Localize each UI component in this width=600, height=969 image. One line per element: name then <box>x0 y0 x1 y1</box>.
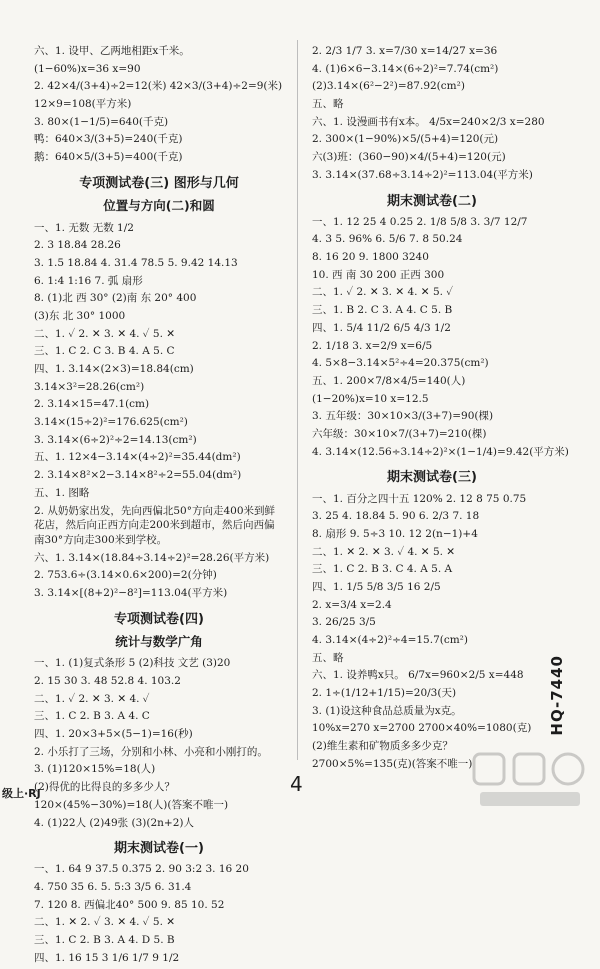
answer-line: (2)得优的比得良的多多少人？ <box>34 781 175 794</box>
answer-line: (3)东 北 30° 1000 <box>34 309 126 322</box>
answer-line: 2700×5%=135(克)(答案不唯一) <box>312 757 473 770</box>
answer-line: 三、1. B 2. C 3. A 4. C 5. B <box>312 304 453 317</box>
answer-line: 三、1. C 2. C 3. B 4. A 5. C <box>34 345 175 358</box>
answer-line: 五、1. 图略 <box>34 486 90 499</box>
answer-line: 3. 3.14×(6÷2)²÷2=14.13(cm²) <box>34 433 197 446</box>
answer-line: (2)维生素和矿物质多多少克？ <box>312 740 453 753</box>
answer-line: 3.14×(15÷2)²=176.625(cm²) <box>34 416 188 429</box>
answer-line: 2. 2/3 1/7 3. x=7/30 x=14/27 x=36 <box>312 45 498 57</box>
answer-line: 2. 3.14×8²×2−3.14×8²÷2=55.04(dm²) <box>34 469 242 482</box>
page-number: 4 <box>290 772 303 796</box>
answer-line: 六、1. 设漫画书有x本。 4/5x=240×2/3 x=280 <box>312 115 545 128</box>
answer-line: 10. 西 南 30 200 正西 300 <box>312 268 445 281</box>
answer-line: 12×9=108(平方米) <box>34 98 132 111</box>
answer-line: 4. 750 35 6. 5. 5:3 3/5 6. 31.4 <box>34 881 192 894</box>
answer-line: 一、1. 12 25 4 0.25 2. 1/8 5/8 3. 3/7 12/7 <box>312 215 528 228</box>
answer-line: 2. 1/18 3. x=2/9 x=6/5 <box>312 339 433 352</box>
column-divider <box>297 40 298 760</box>
answer-line: 六、1. 设甲、乙两地相距x千米。 <box>34 45 190 57</box>
answer-line: 3. 26/25 3/5 <box>312 616 376 629</box>
section-title: 期末测试卷(二) <box>387 193 477 209</box>
answer-line: 鸭：640×3/(3+5)=240(千克) <box>34 133 183 146</box>
answer-line: 120×(45%−30%)=18(人)(答案不唯一) <box>34 798 229 811</box>
answer-line: 一、1. 64 9 37.5 0.375 2. 90 3:2 3. 16 20 <box>34 863 249 876</box>
answer-line: 五、略 <box>312 98 344 111</box>
answer-line: 五、1. 200×7/8×4/5=140(人) <box>312 374 466 387</box>
answer-line: 二、1. ✓ 2. ✕ 3. ✕ 4. ✓ 5. ✕ <box>34 327 176 340</box>
answer-line: 10%x=270 x=2700 2700×40%=1080(克) <box>312 722 532 735</box>
watermark-logo-icon <box>470 748 590 812</box>
answer-line: 7. 120 8. 西偏北40° 500 9. 85 10. 52 <box>34 898 225 911</box>
answer-line: 六、1. 3.14×(18.84÷3.14÷2)²=28.26(平方米) <box>34 551 270 564</box>
answer-line: 四、1. 5/4 11/2 6/5 4/3 1/2 <box>312 321 451 334</box>
answer-line: 鹅：640×5/(3+5)=400(千克) <box>34 151 183 164</box>
answer-line: 8. 16 20 9. 1800 3240 <box>312 251 429 264</box>
answer-line: 3. 3.14×(37.68÷3.14÷2)²=113.04(平方米) <box>312 168 533 181</box>
answer-line: (2)3.14×(6²−2²)=87.92(cm²) <box>312 80 465 93</box>
answer-line: 一、1. 无数 无数 1/2 <box>34 221 134 234</box>
answer-line: 三、1. C 2. B 3. A 4. C <box>34 710 150 723</box>
section-title: 专项测试卷(四) <box>114 611 204 627</box>
answer-line: 2. 15 30 3. 48 52.8 4. 103.2 <box>34 675 181 687</box>
answer-line: 4. (1)6×6−3.14×(6÷2)²=7.74(cm²) <box>312 62 499 75</box>
answer-line: 3. (1)设这种食品总质量为x克。 <box>312 704 462 717</box>
section-title: 专项测试卷(三) 图形与几何 <box>79 175 239 191</box>
answer-line: 四、1. 20×3+5×(5−1)=16(秒) <box>34 728 193 741</box>
answer-line: 8. 扇形 9. 5÷3 10. 12 2(n−1)+4 <box>312 527 478 540</box>
answer-line: 二、1. ✓ 2. ✕ 3. ✕ 4. ✓ <box>34 692 150 705</box>
answer-line: 2. 1÷(1/12+1/15)=20/3(天) <box>312 687 457 700</box>
section-subtitle: 位置与方向(二)和圆 <box>103 198 215 213</box>
answer-line: 3. 1.5 18.84 4. 31.4 78.5 5. 9.42 14.13 <box>34 256 238 269</box>
answer-line: 3. 3.14×[(8+2)²−8²]=113.04(平方米) <box>34 586 228 599</box>
answer-line: 二、1. ✕ 2. ✓ 3. ✕ 4. ✓ 5. ✕ <box>34 916 176 929</box>
answer-line: 2. 300×(1−90%)×5/(5+4)=120(元) <box>312 133 499 146</box>
answer-line: 4. 3.14×(4÷2)²÷4=15.7(cm²) <box>312 634 468 646</box>
answer-line: 2. 753.6÷(3.14×0.6×200)=2(分钟) <box>34 569 217 582</box>
answer-line: 二、1. ✓ 2. ✕ 3. ✕ 4. ✕ 5. ✓ <box>312 286 454 299</box>
product-code: HQ-7440 <box>548 655 566 736</box>
answer-line: 4. 3 5. 96% 6. 5/6 7. 8 50.24 <box>312 233 463 246</box>
grade-label: 级上·RJ <box>2 787 41 800</box>
answer-line: 3. 80×(1−1/5)=640(千克) <box>34 115 169 128</box>
answer-line: (1−60%)x=36 x=90 <box>34 62 141 75</box>
answer-line: 五、1. 12×4−3.14×(4÷2)²=35.44(dm²) <box>34 451 241 464</box>
answer-line: 2. 小乐打了三场，分别和小林、小亮和小刚打的。 <box>34 745 268 758</box>
answer-line: 4. 5×8−3.14×5²÷4=20.375(cm²) <box>312 357 489 370</box>
section-title: 期末测试卷(三) <box>387 470 477 486</box>
answer-line: 2. 从奶奶家出发，先向西偏北50°方向走400米到鲜花店，然后向正西方向走200米到超市，然后向西偏南30°方向走300米到学校。 <box>34 504 276 546</box>
answer-line: 3.14×3²=28.26(cm²) <box>34 380 145 393</box>
answer-line: 2. 3 18.84 28.26 <box>34 239 121 252</box>
answer-line: 六(3)班：(360−90)×4/(5+4)=120(元) <box>312 151 506 164</box>
section-subtitle: 统计与数学广角 <box>115 633 203 649</box>
answer-line: 8. (1)北 西 30° (2)南 东 20° 400 <box>34 292 197 305</box>
answer-line: 四、1. 3.14×(2×3)=18.84(cm) <box>34 363 194 375</box>
answer-line: 六年级：30×10×7/(3+7)=210(棵) <box>312 427 487 440</box>
answer-line: 三、1. C 2. B 3. C 4. A 5. A <box>312 563 453 576</box>
answer-line: 3. 25 4. 18.84 5. 90 6. 2/3 7. 18 <box>312 510 480 523</box>
answer-line: 3. (1)120×15%=18(人) <box>34 763 156 776</box>
answer-line: 一、1. (1)复式条形 5 (2)科技 文艺 (3)20 <box>34 657 231 670</box>
answer-line: 6. 1:4 1:16 7. 弧 扇形 <box>34 274 143 287</box>
answer-line: (1−20%)x=10 x=12.5 <box>312 392 429 405</box>
answer-line: 3. 五年级：30×10×3/(3+7)=90(棵) <box>312 410 494 423</box>
answer-line: 一、1. 百分之四十五 120% 2. 12 8 75 0.75 <box>312 492 527 505</box>
answer-line: 四、1. 1/5 5/8 3/5 16 2/5 <box>312 580 441 593</box>
answer-line: 二、1. ✕ 2. ✕ 3. ✓ 4. ✕ 5. ✕ <box>312 545 456 558</box>
left-column <box>34 44 284 969</box>
answer-line: 五、略 <box>312 651 344 664</box>
answer-line: 4. 3.14×(12.56÷3.14÷2)²×(1−1/4)=9.42(平方米) <box>312 445 569 458</box>
answer-line: 4. (1)22人 (2)49张 (3)(2n+2)人 <box>34 816 194 829</box>
answer-line: 2. 42×4/(3+4)÷2=12(米) 42×3/(3+4)÷2=9(米) <box>34 80 283 93</box>
answer-line: 三、1. C 2. B 3. A 4. D 5. B <box>34 934 175 947</box>
section-title: 期末测试卷(一) <box>114 841 204 857</box>
answer-line: 2. 3.14×15=47.1(cm) <box>34 398 150 411</box>
answer-line: 2. x=3/4 x=2.4 <box>312 598 392 611</box>
answer-line: 六、1. 设养鸭x只。 6/7x=960×2/5 x=448 <box>312 669 524 682</box>
answer-line: 四、1. 16 15 3 1/6 1/7 9 1/2 <box>34 951 180 964</box>
